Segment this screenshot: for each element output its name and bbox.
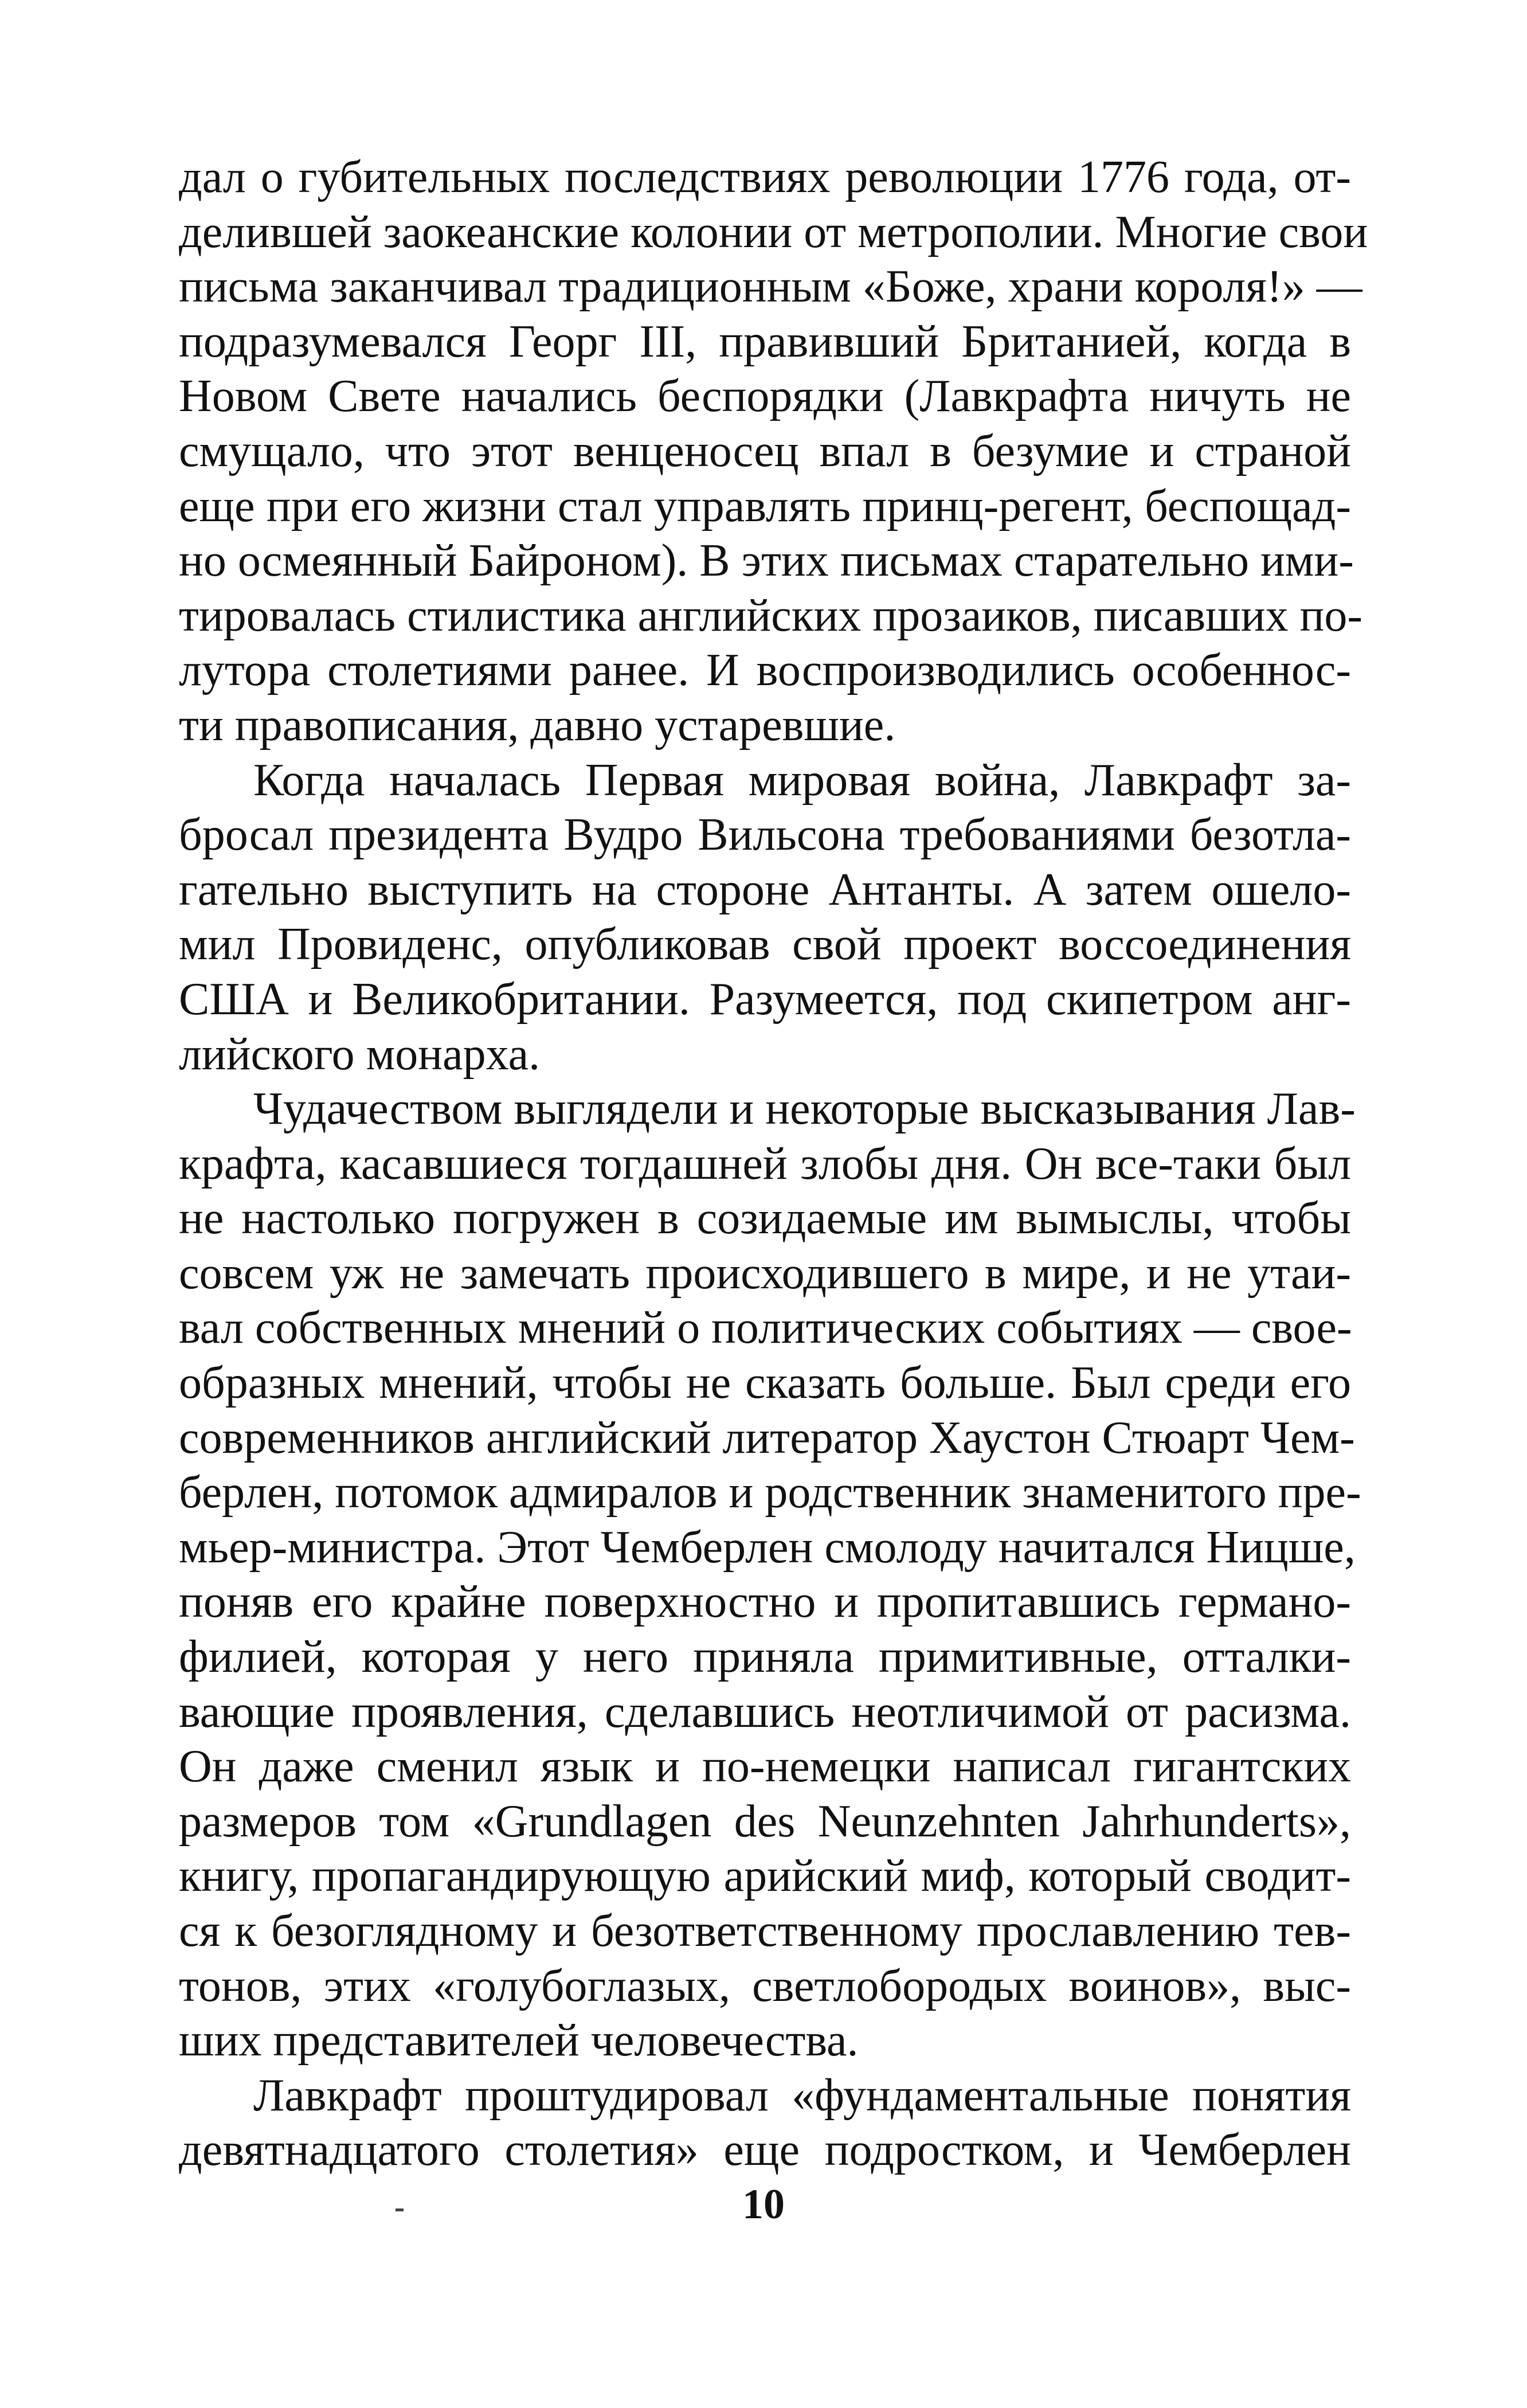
- text-line: девятнадцатого столетия» еще подростком, и Чемберлен: [179, 2125, 1351, 2176]
- text-line: лутора столетиями ранее. И воспроизводились особеннос-: [179, 645, 1351, 696]
- text-line: подразумевался Георг III, правивший Британией, когда в: [179, 316, 1351, 367]
- text-line: не настолько погружен в созидаемые им вымыслы, чтобы: [179, 1193, 1351, 1244]
- text-line: крафта, касавшиеся тогдашней злобы дня. Он все-таки был: [179, 1138, 1351, 1189]
- text-line: дал о губительных последствиях революции 1776 года, от-: [179, 152, 1351, 202]
- text-line: мил Провиденс, опубликовав свой проект воссоединения: [179, 919, 1351, 970]
- text-line: филией, которая у него приняла примитивные, отталки-: [179, 1632, 1351, 1683]
- text-line: ся к безоглядному и безответственному прославлению тев-: [179, 1906, 1351, 1956]
- text-line: тонов, этих «голубоглазых, светлобородых воинов», выс-: [179, 1960, 1351, 2011]
- text-line: бросал президента Вудро Вильсона требованиями безотла-: [179, 810, 1351, 861]
- page-number: 10: [742, 2181, 785, 2228]
- text-line: ти правописания, давно устаревшие.: [179, 699, 896, 750]
- text-line: размеров том «Grundlagen des Neunzehnten Jahrhunderts»,: [179, 1796, 1351, 1847]
- text-line: еще при его жизни стал управлять принц-регент, беспощад-: [179, 480, 1351, 531]
- text-line: поняв его крайне поверхностно и пропитавшись германо-: [179, 1577, 1351, 1628]
- text-line: берлен, потомок адмиралов и родственник знаменитого пре-: [179, 1467, 1361, 1518]
- text-line: тировалась стилистика английских прозаиков, писавших по-: [179, 590, 1362, 641]
- text-line: делившей заокеанские колонии от метрополии. Многие свои: [179, 206, 1368, 257]
- text-line: Лавкрафт проштудировал «фундаментальные понятия: [253, 2070, 1351, 2121]
- text-line: Новом Свете начались беспорядки (Лавкрафта ничуть не: [179, 371, 1351, 422]
- text-line: гательно выступить на стороне Антанты. А затем ошело-: [179, 864, 1351, 915]
- text-line: но осмеянный Байроном). В этих письмах старательно ими-: [179, 535, 1354, 587]
- text-line: Он даже сменил язык и по-немецки написал гигантских: [179, 1741, 1351, 1792]
- text-line: вающие проявления, сделавшись неотличимой от расизма.: [179, 1686, 1351, 1737]
- text-line: образных мнений, чтобы не сказать больше. Был среди его: [179, 1358, 1351, 1409]
- text-line: лийского монарха.: [179, 1029, 541, 1080]
- text-line: книгу, пропагандирующую арийский миф, который сводит-: [179, 1851, 1351, 1902]
- text-line: Чудачеством выглядели и некоторые высказывания Лав-: [253, 1084, 1356, 1135]
- text-line: совсем уж не замечать происходившего в мире, и не утаи-: [179, 1248, 1351, 1299]
- text-line: мьер-министра. Этот Чемберлен смолоду начитался Ницше,: [179, 1522, 1356, 1573]
- text-line: смущало, что этот венценосец впал в безумие и страной: [179, 425, 1351, 476]
- text-line: США и Великобритании. Разумеется, под скипетром анг-: [179, 974, 1351, 1025]
- text-line: Когда началась Первая мировая война, Лавкрафт за-: [253, 755, 1351, 806]
- text-line: современников английский литератор Хаустон Стюарт Чем-: [179, 1412, 1355, 1463]
- text-line: письма заканчивал традиционным «Боже, храни короля!» —: [179, 261, 1362, 312]
- text-line: ших представителей человечества.: [179, 2015, 859, 2066]
- scan-artifact: [396, 2208, 404, 2211]
- text-line: вал собственных мнений о политических событиях — свое-: [179, 1303, 1352, 1354]
- body-text: [179, 150, 1368, 2178]
